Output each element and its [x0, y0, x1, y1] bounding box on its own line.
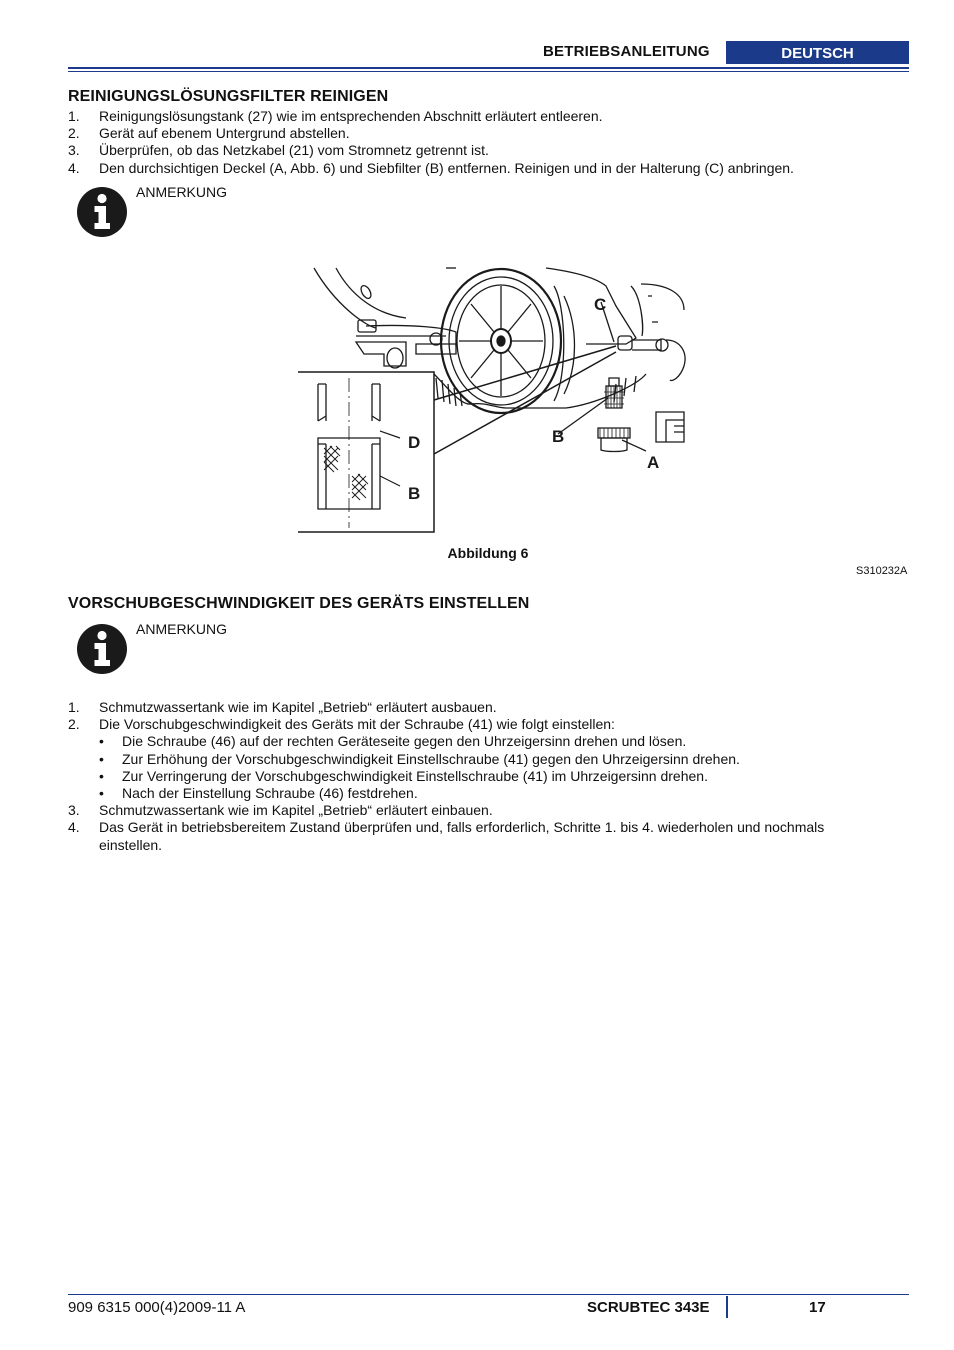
language-badge: DEUTSCH	[726, 41, 909, 64]
list-item: 1. Schmutzwassertank wie im Kapitel „Betrieb“ erläutert ausbauen.	[68, 699, 497, 715]
note-label: ANMERKUNG	[136, 184, 228, 200]
label-b-inset: B	[408, 484, 421, 503]
document-number: 909 6315 000(4)2009-11 A	[68, 1299, 246, 1316]
label-d: D	[408, 433, 421, 452]
info-icon	[77, 187, 127, 237]
list-item: 4. Das Gerät in betriebsbereitem Zustand überprüfen und, falls erforderlich, Schritte 1. bis 4. wiederholen und nochmals einstellen.	[68, 819, 825, 853]
header-rule	[68, 67, 909, 69]
figure-caption: Abbildung 6	[447, 545, 529, 561]
page-number: 17	[809, 1299, 826, 1316]
header-rule-thin	[68, 71, 909, 72]
model-name: SCRUBTEC 343E	[587, 1299, 710, 1316]
bullet-item: • Zur Verringerung der Vorschubgeschwindigkeit Einstellschraube (41) im Uhrzeigersinn drehen.	[99, 767, 708, 784]
header-title: BETRIEBSANLEITUNG	[543, 43, 710, 60]
label-b: B	[552, 427, 565, 446]
bullet-item: • Zur Erhöhung der Vorschubgeschwindigkeit Einstellschraube (41) gegen den Uhrzeigersinn drehen.	[99, 750, 740, 767]
note-label: ANMERKUNG	[136, 621, 228, 637]
figure-code: S310232A	[856, 565, 908, 577]
info-icon	[77, 624, 127, 674]
list-item: 2. Die Vorschubgeschwindigkeit des Geräts mit der Schraube (41) wie folgt einstellen:	[68, 716, 615, 733]
label-c: C	[594, 295, 607, 314]
footer-separator	[726, 1296, 728, 1318]
label-a: A	[647, 453, 660, 472]
bullet-item: • Nach der Einstellung Schraube (46) festdrehen.	[99, 784, 418, 801]
bullet-item: • Die Schraube (46) auf der rechten Geräteseite gegen den Uhrzeigersinn drehen und lösen.	[99, 733, 687, 750]
section-title-filter: REINIGUNGSLÖSUNGSFILTER REINIGEN	[68, 88, 389, 105]
figure-filter-diagram	[296, 266, 688, 534]
steps-list-speed	[68, 699, 859, 854]
section-title-speed: VORSCHUBGESCHWINDIGKEIT DES GERÄTS EINSTELLEN	[68, 595, 530, 612]
list-item: 3. Schmutzwassertank wie im Kapitel „Betrieb“ erläutert einbauen.	[68, 802, 493, 819]
footer-rule	[68, 1294, 909, 1295]
